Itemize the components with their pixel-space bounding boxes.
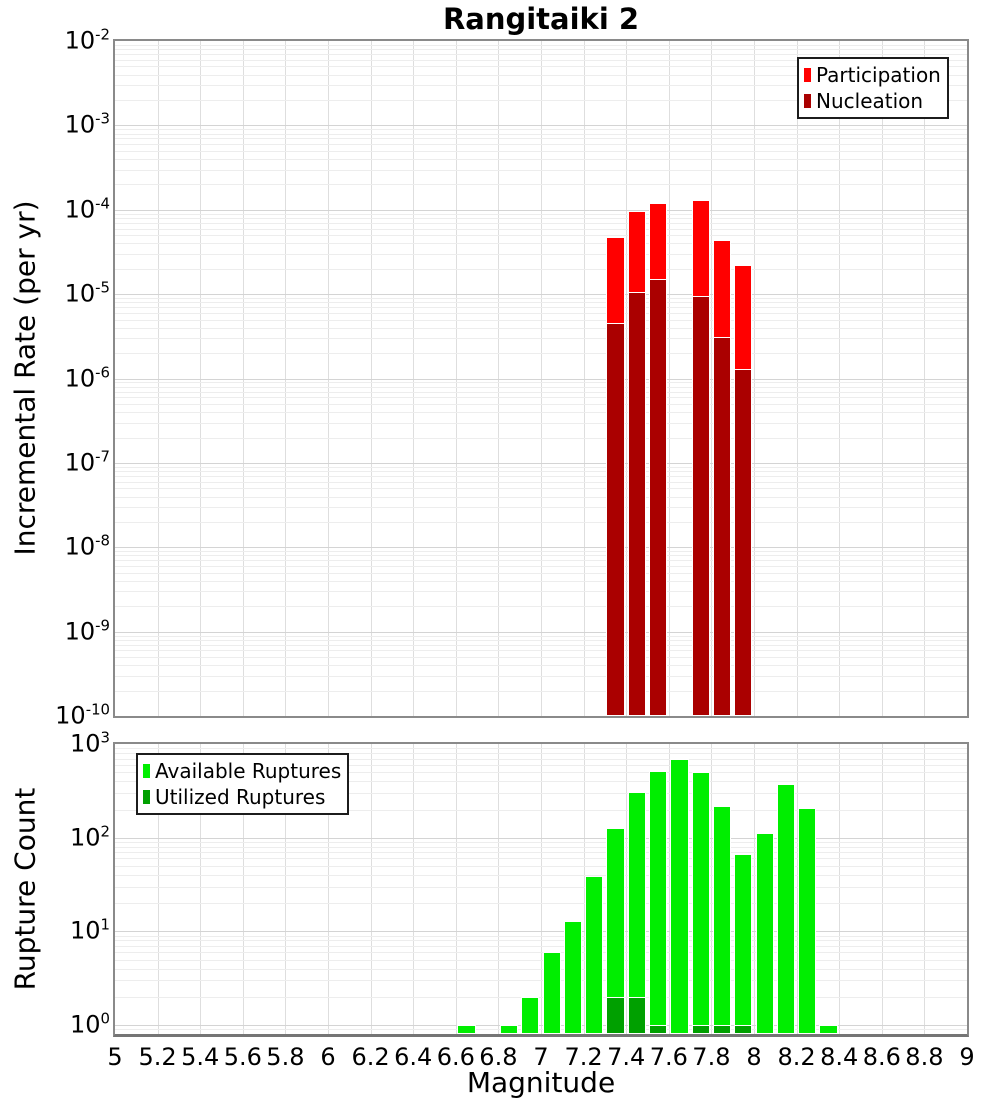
major-gridline	[115, 463, 967, 464]
minor-gridline	[115, 573, 967, 574]
minor-gridline	[115, 320, 967, 321]
vertical-gridline	[882, 744, 883, 1034]
available-ruptures-bar	[500, 1025, 518, 1034]
legend-label: Available Ruptures	[155, 759, 342, 783]
legend-label: Nucleation	[816, 89, 924, 113]
major-gridline	[115, 931, 967, 932]
y-tick-label: $10^1$	[69, 915, 110, 945]
minor-gridline	[115, 581, 967, 582]
minor-gridline	[115, 235, 967, 236]
x-tick-label: 6.8	[479, 1043, 518, 1071]
vertical-gridline	[839, 744, 840, 1034]
minor-gridline	[115, 313, 967, 314]
minor-gridline	[115, 302, 967, 303]
minor-gridline	[115, 144, 967, 145]
y-tick-label: $10^{-8}$	[64, 531, 110, 561]
y-tick-label: $10^{-4}$	[64, 194, 110, 224]
x-tick-label: 5.2	[138, 1043, 177, 1071]
x-tick-label: 7.6	[649, 1043, 688, 1071]
minor-gridline	[115, 606, 967, 607]
minor-gridline	[115, 960, 967, 961]
minor-gridline	[115, 298, 967, 299]
participation-swatch-icon	[804, 68, 811, 82]
x-tick-label: 6.2	[351, 1043, 390, 1071]
available-ruptures-bar	[777, 784, 795, 1034]
minor-gridline	[115, 560, 967, 561]
y-tick-label: $10^3$	[69, 728, 110, 758]
nucleation-bar	[713, 337, 731, 716]
minor-gridline	[115, 522, 967, 523]
incremental-rate-plot	[113, 39, 969, 718]
minor-gridline	[115, 404, 967, 405]
vertical-gridline	[498, 744, 499, 1034]
rate-axis-title: Incremental Rate (per yr)	[8, 200, 42, 556]
chart-title: Rangitaiki 2	[442, 2, 640, 36]
minor-gridline	[115, 1029, 967, 1030]
minor-gridline	[115, 852, 967, 853]
minor-gridline	[115, 218, 967, 219]
minor-gridline	[115, 229, 967, 230]
legend-item-participation	[804, 62, 941, 88]
minor-gridline	[115, 636, 967, 637]
nucleation-swatch-icon	[804, 94, 811, 108]
major-gridline	[115, 547, 967, 548]
rate-legend	[797, 57, 949, 119]
available-ruptures-bar	[521, 997, 539, 1034]
available-ruptures-bar	[692, 772, 710, 1034]
major-gridline	[115, 632, 967, 633]
utilized-ruptures-bar	[734, 1025, 752, 1034]
available-ruptures-bar	[457, 1025, 475, 1034]
x-tick-label: 6.4	[394, 1043, 433, 1071]
minor-gridline	[115, 223, 967, 224]
available-ruptures-bar	[543, 952, 561, 1034]
minor-gridline	[115, 412, 967, 413]
minor-gridline	[115, 54, 967, 55]
minor-gridline	[115, 151, 967, 152]
minor-gridline	[115, 397, 967, 398]
minor-gridline	[115, 691, 967, 692]
available-ruptures-bar	[819, 1025, 837, 1034]
nucleation-bar	[606, 323, 624, 716]
minor-gridline	[115, 338, 967, 339]
x-tick-label: 8.2	[777, 1043, 816, 1071]
minor-gridline	[115, 946, 967, 947]
nucleation-bar	[692, 296, 710, 716]
minor-gridline	[115, 866, 967, 867]
minor-gridline	[115, 488, 967, 489]
minor-gridline	[115, 254, 967, 255]
y-tick-label: $10^0$	[69, 1009, 110, 1039]
minor-gridline	[115, 467, 967, 468]
count-axis-title: Rupture Count	[8, 787, 42, 991]
minor-gridline	[115, 328, 967, 329]
minor-gridline	[115, 471, 967, 472]
available-ruptures-bar	[756, 833, 774, 1034]
minor-gridline	[115, 858, 967, 859]
legend-label: Utilized Ruptures	[155, 785, 326, 809]
legend-item-utilized	[143, 784, 341, 810]
minor-gridline	[115, 969, 967, 970]
x-tick-label: 5	[107, 1043, 123, 1071]
utilized-ruptures-bar	[649, 1025, 667, 1034]
x-tick-label: 7.8	[692, 1043, 731, 1071]
utilized-ruptures-bar	[692, 1025, 710, 1034]
minor-gridline	[115, 980, 967, 981]
minor-gridline	[115, 129, 967, 130]
available-ruptures-bar	[734, 854, 752, 1034]
minor-gridline	[115, 903, 967, 904]
x-tick-label: 7	[533, 1043, 549, 1071]
minor-gridline	[115, 476, 967, 477]
y-tick-label: $10^{-10}$	[55, 700, 110, 730]
vertical-gridline	[413, 744, 414, 1034]
utilized-swatch-icon	[143, 790, 150, 804]
minor-gridline	[115, 551, 967, 552]
y-tick-label: $10^{-6}$	[64, 362, 110, 392]
minor-gridline	[115, 555, 967, 556]
minor-gridline	[115, 507, 967, 508]
vertical-gridline	[456, 744, 457, 1034]
minor-gridline	[115, 159, 967, 160]
available-ruptures-bar	[649, 771, 667, 1034]
minor-gridline	[115, 184, 967, 185]
available-ruptures-bar	[564, 921, 582, 1034]
minor-gridline	[115, 353, 967, 354]
minor-gridline	[115, 49, 967, 50]
y-tick-label: $10^{-7}$	[64, 447, 110, 477]
minor-gridline	[115, 138, 967, 139]
x-tick-label: 7.2	[564, 1043, 603, 1071]
minor-gridline	[115, 847, 967, 848]
utilized-ruptures-bar	[628, 997, 646, 1034]
major-gridline	[115, 294, 967, 295]
count-legend	[136, 753, 349, 815]
minor-gridline	[115, 676, 967, 677]
minor-gridline	[115, 566, 967, 567]
available-ruptures-bar	[798, 808, 816, 1034]
minor-gridline	[115, 887, 967, 888]
minor-gridline	[115, 482, 967, 483]
minor-gridline	[115, 842, 967, 843]
minor-gridline	[115, 438, 967, 439]
y-tick-label: $10^{-2}$	[64, 25, 110, 55]
minor-gridline	[115, 997, 967, 998]
minor-gridline	[115, 45, 967, 46]
minor-gridline	[115, 640, 967, 641]
y-tick-label: $10^{-9}$	[64, 615, 110, 645]
y-tick-label: $10^{-3}$	[64, 109, 110, 139]
legend-item-nucleation	[804, 88, 941, 114]
minor-gridline	[115, 307, 967, 308]
minor-gridline	[115, 650, 967, 651]
major-gridline	[115, 379, 967, 380]
x-tick-label: 5.4	[181, 1043, 220, 1071]
x-axis-title: Magnitude	[466, 1066, 616, 1099]
major-gridline	[115, 1025, 967, 1026]
available-ruptures-bar	[585, 876, 603, 1034]
minor-gridline	[115, 875, 967, 876]
utilized-ruptures-bar	[713, 1025, 731, 1034]
nucleation-bar	[628, 292, 646, 716]
x-tick-label: 8.8	[905, 1043, 944, 1071]
available-ruptures-bar	[713, 806, 731, 1034]
nucleation-bar	[734, 369, 752, 716]
minor-gridline	[115, 382, 967, 383]
x-tick-label: 5.8	[266, 1043, 305, 1071]
available-swatch-icon	[143, 764, 150, 778]
major-gridline	[115, 210, 967, 211]
x-tick-label: 6.6	[436, 1043, 475, 1071]
major-gridline	[115, 838, 967, 839]
x-tick-label: 6	[320, 1043, 336, 1071]
legend-label: Participation	[816, 63, 941, 87]
vertical-gridline	[924, 744, 925, 1034]
minor-gridline	[115, 936, 967, 937]
minor-gridline	[115, 657, 967, 658]
vertical-gridline	[371, 744, 372, 1034]
legend-item-available	[143, 758, 341, 784]
minor-gridline	[115, 387, 967, 388]
x-tick-label: 7.4	[607, 1043, 646, 1071]
minor-gridline	[115, 170, 967, 171]
nucleation-bar	[649, 279, 667, 716]
minor-gridline	[115, 940, 967, 941]
x-tick-label: 8.4	[820, 1043, 859, 1071]
minor-gridline	[115, 392, 967, 393]
minor-gridline	[115, 497, 967, 498]
major-gridline	[115, 125, 967, 126]
minor-gridline	[115, 645, 967, 646]
minor-gridline	[115, 748, 967, 749]
minor-gridline	[115, 665, 967, 666]
utilized-ruptures-bar	[606, 997, 624, 1034]
available-ruptures-bar	[670, 759, 688, 1034]
x-tick-label: 8.6	[862, 1043, 901, 1071]
x-tick-label: 8	[746, 1043, 762, 1071]
minor-gridline	[115, 591, 967, 592]
y-tick-label: $10^{-5}$	[64, 278, 110, 308]
y-tick-label: $10^2$	[69, 821, 110, 851]
minor-gridline	[115, 952, 967, 953]
minor-gridline	[115, 243, 967, 244]
minor-gridline	[115, 134, 967, 135]
minor-gridline	[115, 269, 967, 270]
minor-gridline	[115, 423, 967, 424]
x-tick-label: 9	[959, 1043, 975, 1071]
minor-gridline	[115, 214, 967, 215]
x-tick-label: 5.6	[223, 1043, 262, 1071]
